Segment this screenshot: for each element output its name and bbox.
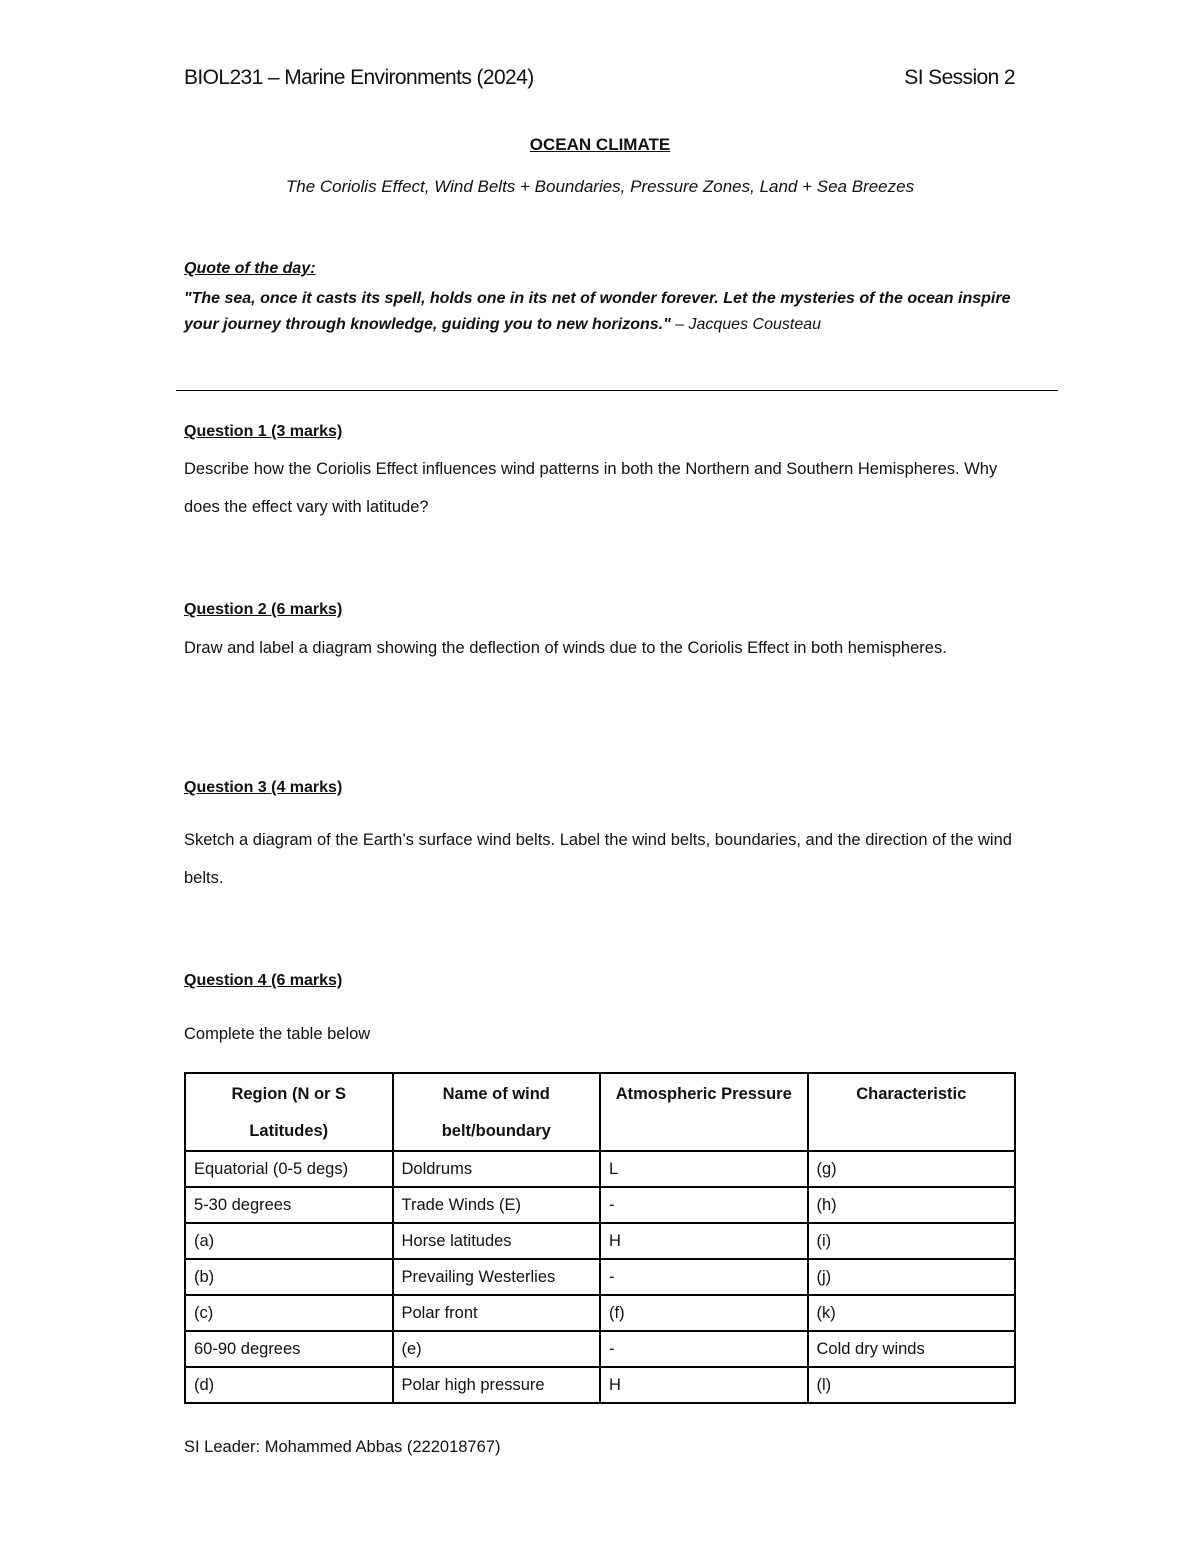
table-cell: (g) <box>808 1151 1016 1187</box>
table-cell: Doldrums <box>393 1151 601 1187</box>
table-header-row <box>185 1073 1015 1151</box>
table-cell: (e) <box>393 1331 601 1367</box>
wind-belt-table <box>184 1072 1016 1404</box>
document-subtitle: The Coriolis Effect, Wind Belts + Boundaries, Pressure Zones, Land + Sea Breezes <box>285 177 915 196</box>
table-cell: (k) <box>808 1295 1016 1331</box>
header-course: BIOL231 – Marine Environments (2024) <box>184 66 534 89</box>
table-cell: - <box>600 1259 808 1295</box>
question-1-text: Describe how the Coriolis Effect influences wind patterns in both the Northern and Southern Hemispheres. Why does the effect vary with latitude? <box>184 460 998 516</box>
table-cell: (c) <box>185 1295 393 1331</box>
quote-text: "The sea, once it casts its spell, holds one in its net of wonder forever. Let the mysteries of the ocean inspire your journey through knowledge, guiding you to new horizons." <box>184 290 1011 333</box>
table-row <box>185 1223 1015 1259</box>
table-cell: (f) <box>600 1295 808 1331</box>
table-cell: Horse latitudes <box>393 1223 601 1259</box>
table-cell: Cold dry winds <box>808 1331 1016 1367</box>
question-4-heading: Question 4 (6 marks) <box>184 972 343 989</box>
table-cell: - <box>600 1187 808 1223</box>
table-cell: Polar high pressure <box>393 1367 601 1403</box>
table-cell: (h) <box>808 1187 1016 1223</box>
question-3-text: Sketch a diagram of the Earth’s surface wind belts. Label the wind belts, boundaries, and the direction of the wind belts. <box>184 831 1012 887</box>
quote-block <box>184 286 1024 338</box>
column-header-wind-belt: Name of wind belt/boundary <box>393 1073 601 1151</box>
column-header-region: Region (N or S Latitudes) <box>185 1073 393 1151</box>
question-3-heading: Question 3 (4 marks) <box>184 779 343 796</box>
table-row <box>185 1331 1015 1367</box>
table-row <box>185 1187 1015 1223</box>
column-header-characteristic: Characteristic <box>808 1073 1016 1151</box>
question-2-text: Draw and label a diagram showing the deflection of winds due to the Coriolis Effect in both hemispheres. <box>184 639 947 657</box>
document-title: OCEAN CLIMATE <box>529 135 671 154</box>
column-header-pressure: Atmospheric Pressure <box>600 1073 808 1151</box>
table-row <box>185 1259 1015 1295</box>
footer-si-leader: SI Leader: Mohammed Abbas (222018767) <box>184 1438 501 1456</box>
table-cell: H <box>600 1223 808 1259</box>
table-cell: Prevailing Westerlies <box>393 1259 601 1295</box>
table-row <box>185 1295 1015 1331</box>
table-cell: (a) <box>185 1223 393 1259</box>
table-cell: Polar front <box>393 1295 601 1331</box>
table-row <box>185 1367 1015 1403</box>
table-cell: 60-90 degrees <box>185 1331 393 1367</box>
table-cell: H <box>600 1367 808 1403</box>
question-2-heading: Question 2 (6 marks) <box>184 601 343 618</box>
table-cell: Equatorial (0-5 degs) <box>185 1151 393 1187</box>
table-cell: (j) <box>808 1259 1016 1295</box>
question-4-text: Complete the table below <box>184 1025 371 1043</box>
table-cell: 5-30 degrees <box>185 1187 393 1223</box>
table-cell: - <box>600 1331 808 1367</box>
header-session: SI Session 2 <box>904 66 1015 89</box>
table-cell: L <box>600 1151 808 1187</box>
quote-heading: Quote of the day: <box>184 260 316 277</box>
table-row <box>185 1151 1015 1187</box>
table-cell: Trade Winds (E) <box>393 1187 601 1223</box>
table-cell: (b) <box>185 1259 393 1295</box>
table-cell: (d) <box>185 1367 393 1403</box>
section-divider <box>176 390 1058 391</box>
quote-attribution: – Jacques Cousteau <box>670 316 822 333</box>
question-1-heading: Question 1 (3 marks) <box>184 423 343 440</box>
table-cell: (l) <box>808 1367 1016 1403</box>
table-cell: (i) <box>808 1223 1016 1259</box>
